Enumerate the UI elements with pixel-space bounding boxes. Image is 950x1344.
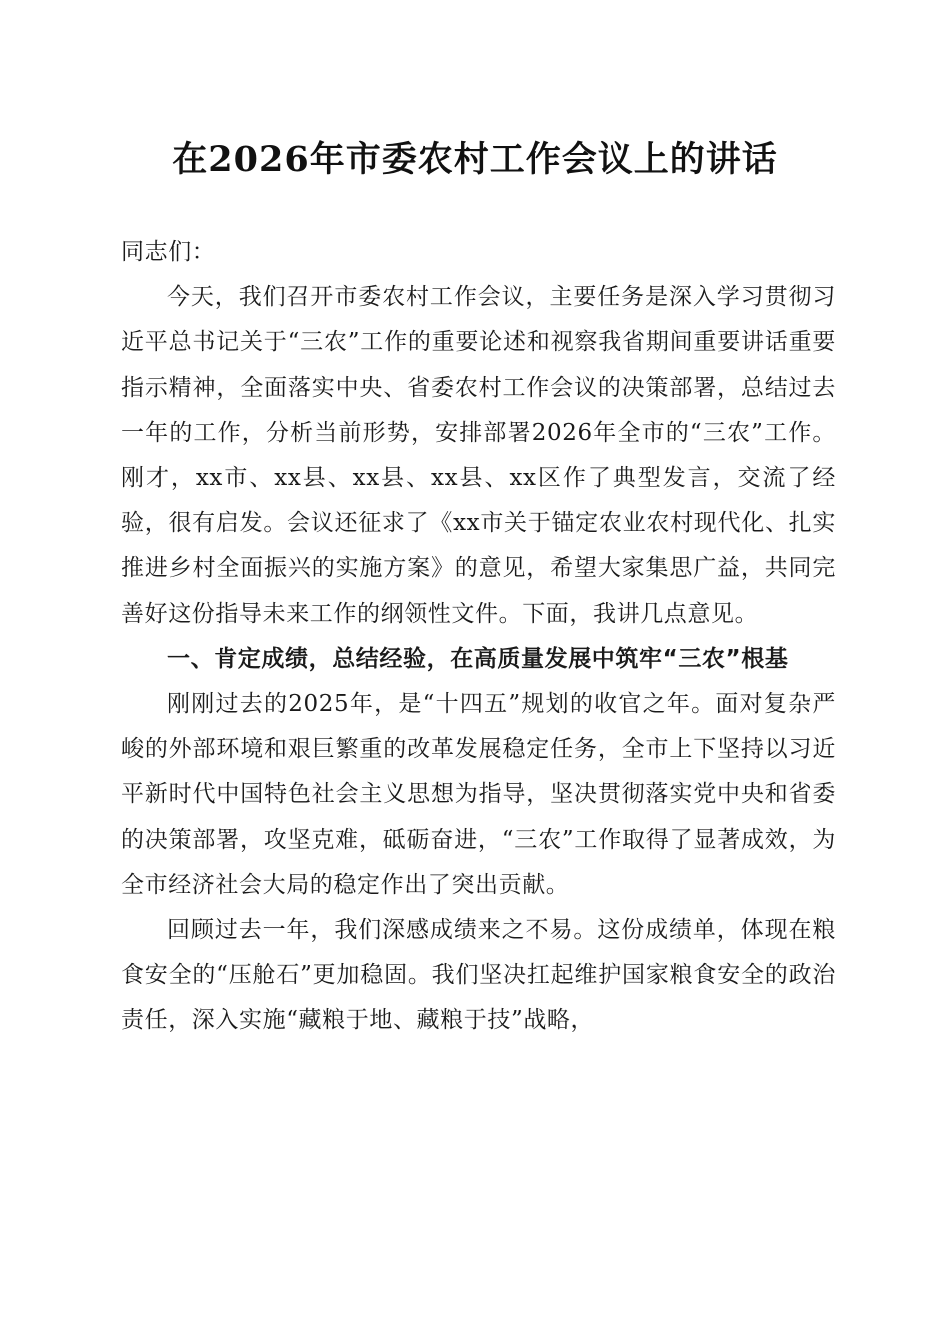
- section-1-paragraph-2: 回顾过去一年，我们深感成绩来之不易。这份成绩单，体现在粮食安全的“压舱石”更加稳固。我们坚决扛起维护国家粮食安全的政治责任，深入实施“藏粮于地、藏粮于技”战略，: [121, 917, 836, 1034]
- section-heading-1: 一、肯定成绩，总结经验，在高质量发展中筑牢“三农”根基: [167, 645, 789, 672]
- page-title: 在2026年市委农村工作会议上的讲话: [172, 139, 778, 180]
- opening-paragraph: 今天，我们召开市委农村工作会议，主要任务是深入学习贯彻习近平总书记关于“三农”工作的重要论述和视察我省期间重要讲话重要指示精神，全面落实中央、省委农村工作会议的决策部署，总结过去一年的工作，分析当前形势，安排部署2026年全市的“三农”工作。刚才，xx市、xx县、xx县、xx县、xx区作了典型发言，交流了经验，很有启发。会议还征求了《xx市关于锚定农业农村现代化、扎实推进乡村全面振兴的实施方案》的意见，希望大家集思广益，共同完善好这份指导未来工作的纲领性文件。下面，我讲几点意见。: [121, 284, 836, 627]
- section-1-paragraph-1: 刚刚过去的2025年，是“十四五”规划的收官之年。面对复杂严峻的外部环境和艰巨繁重的改革发展稳定任务，全市上下坚持以习近平新时代中国特色社会主义思想为指导，坚决贯彻落实党中央和省委的决策部署，攻坚克难，砥砺奋进，“三农”工作取得了显著成效，为全市经济社会大局的稳定作出了突出贡献。: [121, 691, 836, 898]
- document-body: [121, 230, 836, 1044]
- salutation: 同志们：: [121, 239, 216, 265]
